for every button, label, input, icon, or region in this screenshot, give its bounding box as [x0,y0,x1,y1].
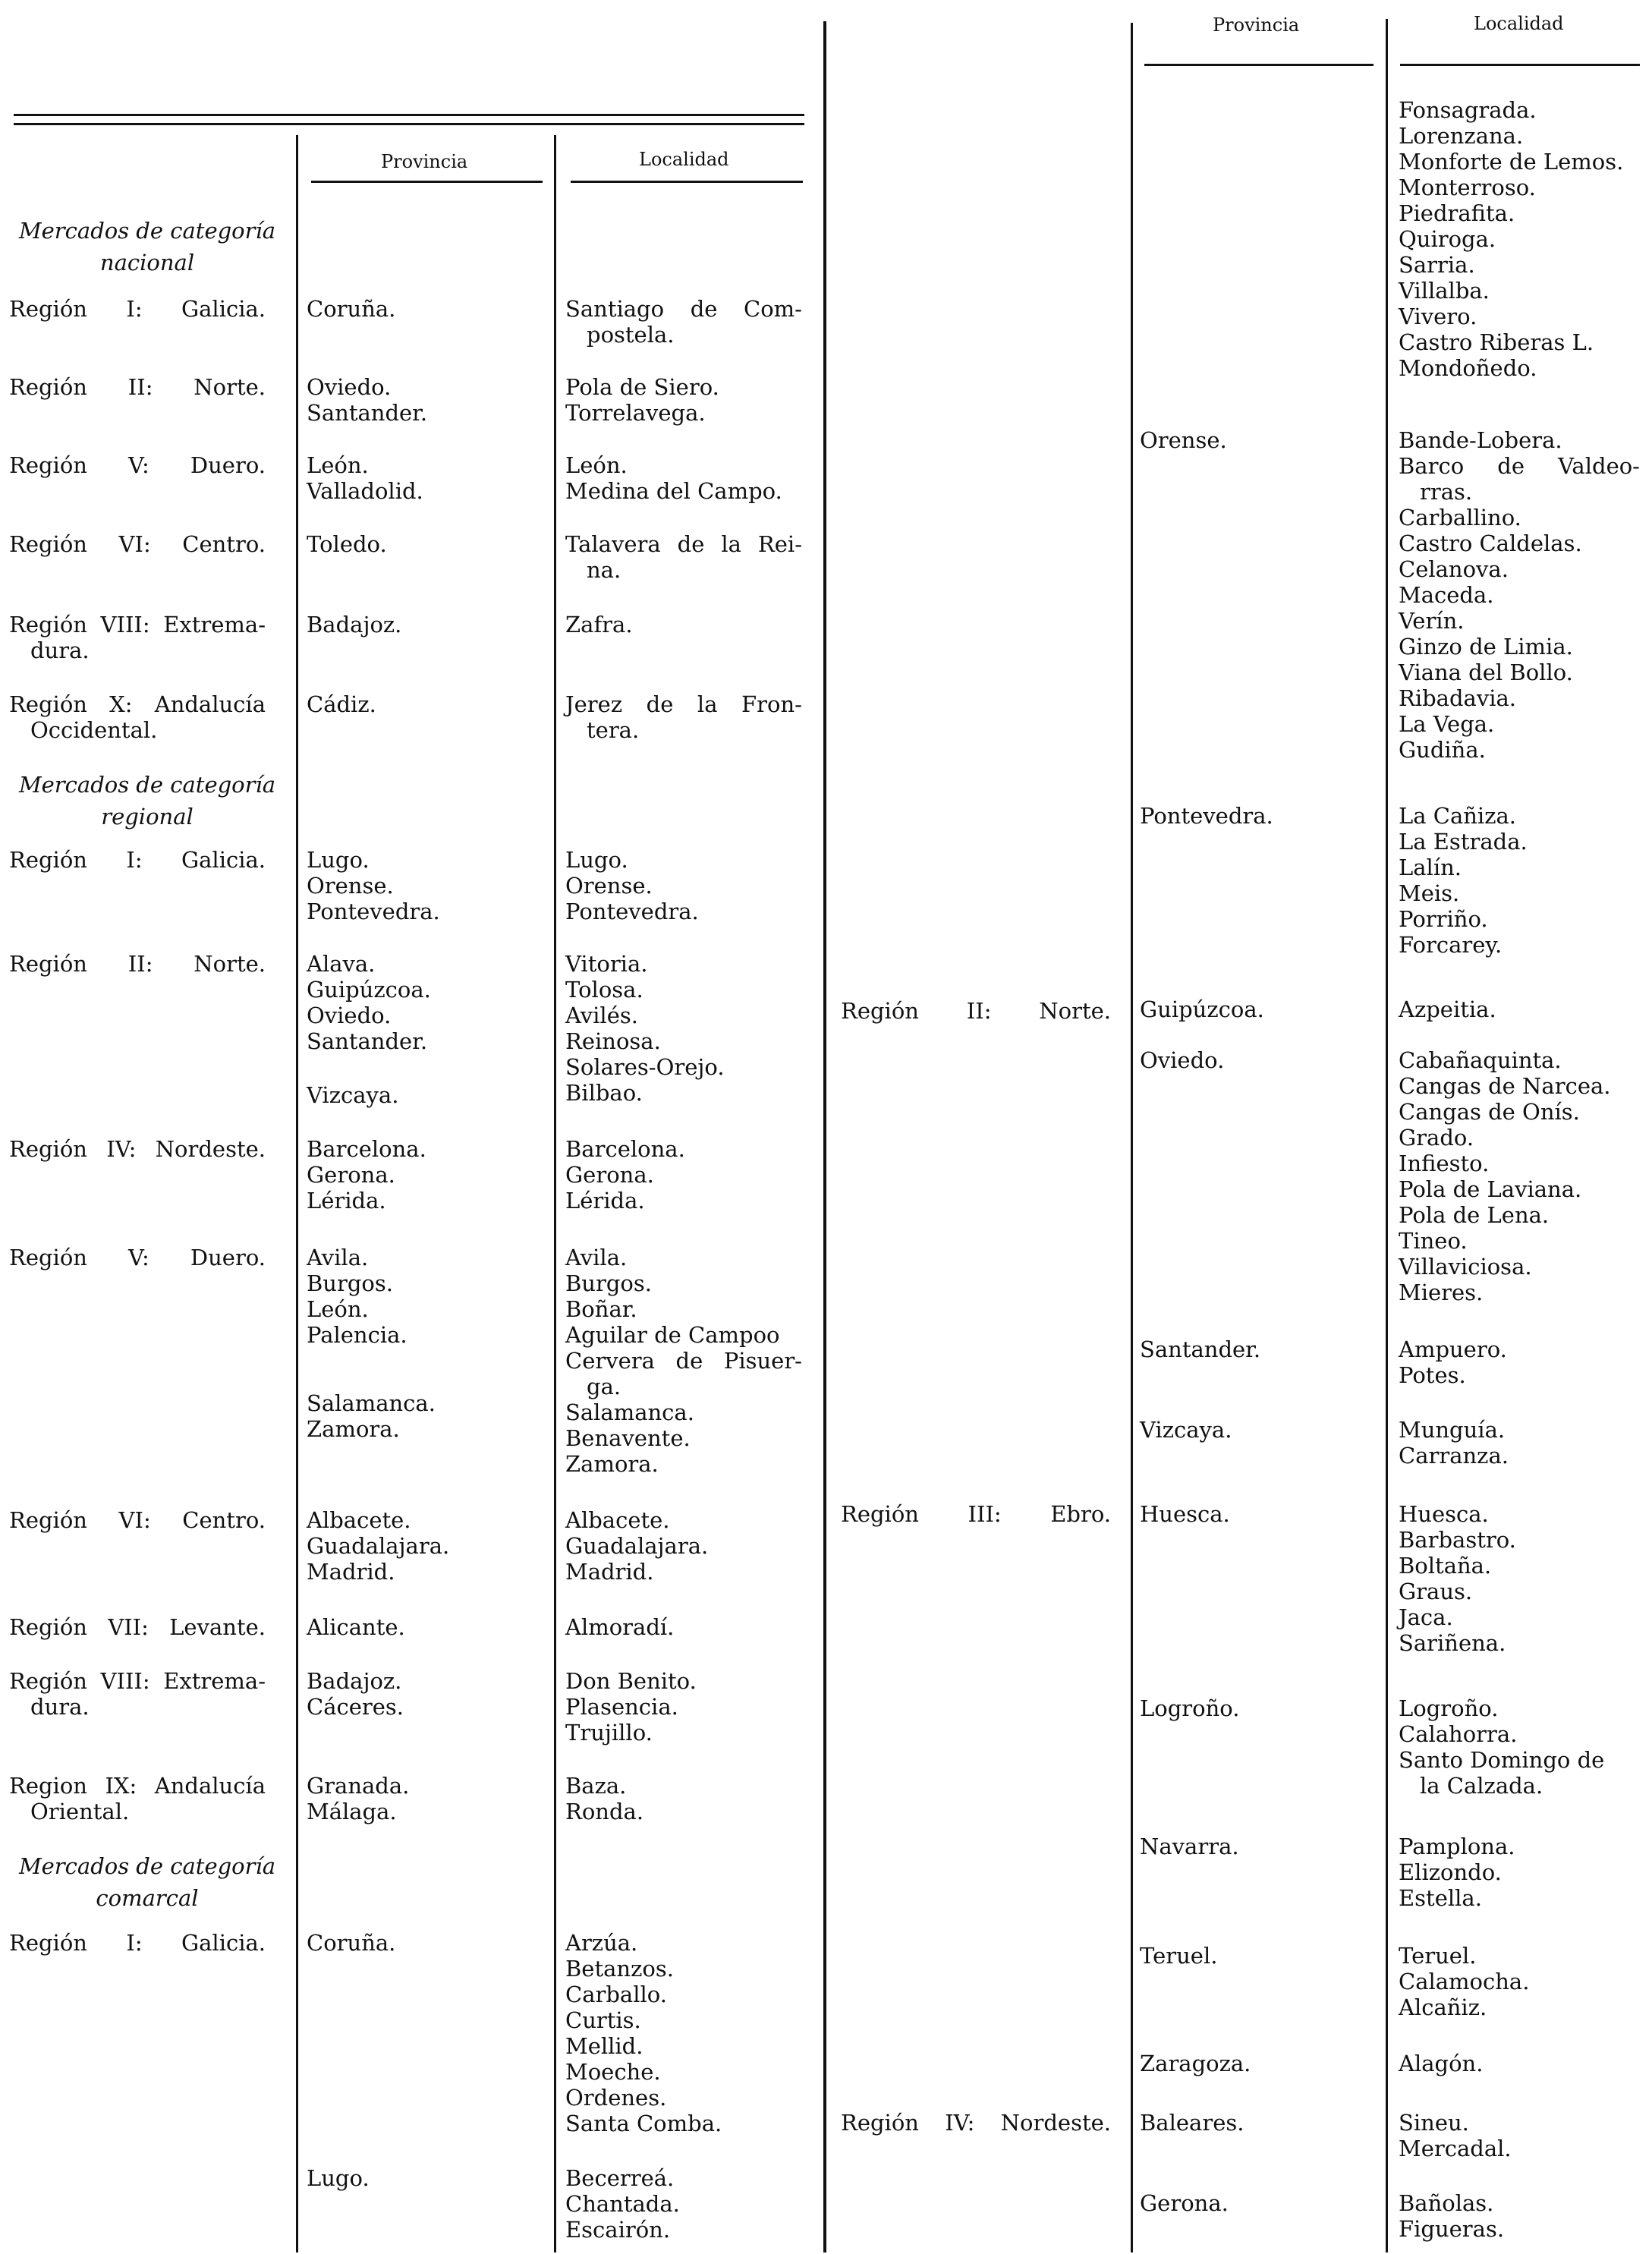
region-label: Región I: Galicia. [9,847,266,873]
localidad-cell: Munguía. Carranza. [1399,1417,1509,1469]
provincia-cell: Oviedo. Santander. [307,374,428,426]
provincia-cell: Gerona. [1140,2190,1229,2216]
localidad-cell: Pamplona. Elizondo. Estella. [1399,1834,1515,1911]
localidad-cell: Vitoria. Tolosa. Avilés. Reinosa. Solares-Orejo. Bilbao. [565,951,725,1106]
region-label: Región II: Norte. [9,374,266,400]
provincia-cell: Lugo. Orense. Pontevedra. [307,847,440,924]
left-col-divider-2 [554,135,556,2252]
provincia-cell: Huesca. [1140,1501,1230,1527]
region-label: Región III: Ebro. [841,1501,1111,1527]
region-label: Región VIII: Extrema- dura. [9,1668,266,1720]
region-label: Región VII: Levante. [9,1614,266,1640]
localidad-cell: Don Benito. Plasencia. Trujillo. [565,1668,697,1746]
localidad-cell: Logroño. Calahorra. Santo Domingo de la Calzada. [1399,1695,1605,1799]
localidad-cell: Pola de Siero. Torrelavega. [565,374,719,426]
localidad-cell: Sineu. Mercadal. [1399,2110,1512,2161]
provincia-cell: Alicante. [307,1614,405,1640]
localidad-cell: Zafra. [565,612,633,637]
localidad-cell: Arzúa. Betanzos. Carballo. Curtis. Mellid. Moeche. Ordenes. Santa Comba. [565,1930,722,2136]
top-double-rule-1 [14,114,804,116]
provincia-cell: Coruña. [307,1930,396,1956]
provincia-cell: Orense. [1140,427,1227,453]
localidad-cell: Fonsagrada. Lorenzana. Monforte de Lemos. Monterroso. Piedrafita. Quiroga. Sarria. Villalba. Vivero. Castro Riberas L. Mondoñedo. [1399,97,1624,381]
provincia-cell: Teruel. [1140,1943,1218,1969]
localidad-cell: Albacete. Guadalajara. Madrid. [565,1507,709,1585]
provincia-cell: Vizcaya. [307,1082,399,1108]
provincia-cell: León. Valladolid. [307,452,423,504]
localidad-cell: Baza. Ronda. [565,1773,644,1824]
top-double-rule-2 [14,123,804,125]
localidad-cell: Becerreá. Chantada. Escairón. [565,2165,680,2243]
localidad-cell: Bande-Lobera. Barco de Valdeo- rras. Carballino. Castro Caldelas. Celanova. Maceda. Verín. Ginzo de Limia. Viana del Bollo. Ribadavia. La Vega. Gudiña. [1399,427,1640,763]
localidad-cell: Teruel. Calamocha. Alcañiz. [1399,1943,1530,2020]
provincia-cell: Badajoz. Cáceres. [307,1668,404,1720]
provincia-cell: Logroño. [1140,1695,1240,1721]
region-label: Región I: Galicia. [9,296,266,322]
provincia-cell: Avila. Burgos. León. Palencia. [307,1245,407,1348]
localidad-cell: Almoradí. [565,1614,675,1640]
region-label: Región V: Duero. [9,452,266,478]
localidad-cell: Bañolas. Figueras. [1399,2190,1505,2242]
provincia-cell: Coruña. [307,296,396,322]
localidad-cell: Azpeitia. [1399,996,1496,1022]
provincia-cell: Vizcaya. [1140,1417,1232,1443]
left-localidad-header: Localidad [639,149,729,170]
left-provincia-underline [311,181,543,183]
provincia-cell: Guipúzcoa. [1140,996,1264,1022]
right-provincia-underline [1144,64,1374,66]
provincia-cell: Granada. Málaga. [307,1773,410,1824]
localidad-cell: Jerez de la Fron- tera. [565,691,802,743]
localidad-cell: Ampuero. Potes. [1399,1336,1507,1388]
region-label: Región I: Galicia. [9,1930,266,1956]
region-label: Región II: Norte. [9,951,266,977]
left-col-divider-1 [296,135,298,2252]
left-provincia-header: Provincia [381,151,468,172]
provincia-cell: Toledo. [307,531,387,557]
provincia-cell: Barcelona. Gerona. Lérida. [307,1136,426,1214]
region-label: Región IV: Nordeste. [9,1136,266,1162]
right-provincia-header: Provincia [1213,14,1300,36]
right-localidad-header: Localidad [1474,13,1564,34]
section-heading-nacional: Mercados de categoría nacional [18,218,276,275]
localidad-cell: Huesca. Barbastro. Boltaña. Graus. Jaca. Sariñena. [1399,1501,1516,1656]
provincia-cell: Oviedo. [1140,1047,1225,1073]
provincia-cell: Badajoz. [307,612,402,637]
center-divider [823,21,826,2252]
region-label: Región X: Andalucía Occidental. [9,691,266,743]
right-localidad-underline [1400,64,1640,66]
provincia-cell: Navarra. [1140,1834,1239,1859]
right-col-divider-1 [1131,23,1133,2252]
right-col-divider-2 [1386,19,1388,2252]
localidad-cell: Barcelona. Gerona. Lérida. [565,1136,685,1214]
localidad-cell: Alagón. [1399,2051,1484,2076]
provincia-cell: Alava. Guipúzcoa. Oviedo. Santander. [307,951,431,1054]
localidad-cell: León. Medina del Campo. [565,452,782,504]
region-label: Región VI: Centro. [9,531,266,557]
section-heading-regional: Mercados de categoría regional [18,772,276,830]
localidad-cell: La Cañiza. La Estrada. Lalín. Meis. Porriño. Forcarey. [1399,803,1528,958]
provincia-cell: Cádiz. [307,691,376,717]
provincia-cell: Baleares. [1140,2110,1245,2136]
localidad-cell: Santiago de Com- postela. [565,296,802,348]
provincia-cell: Pontevedra. [1140,803,1273,829]
section-heading-comarcal: Mercados de categoría comarcal [18,1853,276,1911]
provincia-cell: Albacete. Guadalajara. Madrid. [307,1507,450,1585]
region-label: Región VI: Centro. [9,1507,266,1533]
region-label: Región V: Duero. [9,1245,266,1270]
provincia-cell: Santander. [1140,1336,1261,1362]
region-label: Region IX: Andalucía Oriental. [9,1773,266,1824]
localidad-cell: Lugo. Orense. Pontevedra. [565,847,699,924]
provincia-cell: Zaragoza. [1140,2051,1251,2076]
provincia-cell: Lugo. [307,2165,370,2191]
region-label: Región VIII: Extrema- dura. [9,612,266,663]
provincia-cell: Salamanca. Zamora. [307,1390,436,1442]
localidad-cell: Talavera de la Rei- na. [565,531,802,583]
localidad-cell: Avila. Burgos. Boñar. Aguilar de Campoo Cervera de Pisuer- ga. Salamanca. Benavente. Zamora. [565,1245,802,1477]
localidad-cell: Cabañaquinta. Cangas de Narcea. Cangas de Onís. Grado. Infiesto. Pola de Laviana. Pola de Lena. Tineo. Villaviciosa. Mieres. [1399,1047,1611,1305]
left-localidad-underline [571,181,803,183]
region-label: Región IV: Nordeste. [841,2110,1111,2136]
region-label: Región II: Norte. [841,998,1111,1024]
